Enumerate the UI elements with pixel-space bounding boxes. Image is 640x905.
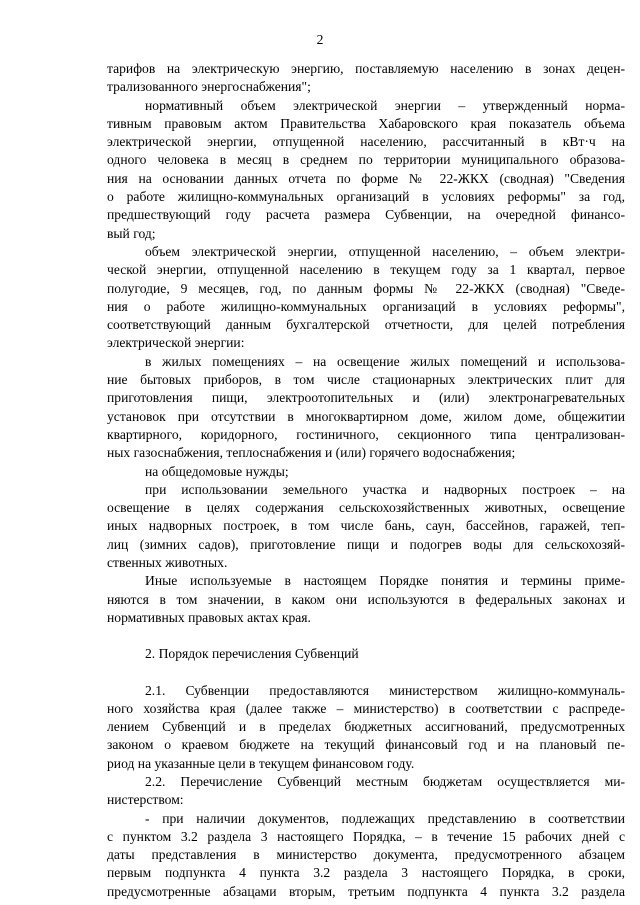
text-line: законом о краевом бюджете на текущий финансовый год и на плановый пе- — [107, 737, 625, 753]
text-line: нормативный объем электрической энергии – утвержденный норма- — [145, 97, 625, 113]
text-line: вый год; — [107, 225, 156, 241]
text-line: ние бытовых приборов, в том числе стационарных электрических плит для — [107, 372, 625, 388]
text-line: приготовления пищи, электроотопительных и (или) электронагревательных — [107, 390, 625, 406]
text-line: при использовании земельного участка и надворных построек – на — [145, 481, 625, 497]
text-line: нормативных правовых актах края. — [107, 609, 311, 625]
text-line: установок при отсутствии в многоквартирном доме, жилом доме, общежитии — [107, 408, 625, 424]
paragraph — [107, 481, 625, 572]
paragraph — [107, 572, 625, 627]
paragraph — [107, 810, 625, 901]
section-spacer — [107, 664, 625, 682]
text-line: ных газоснабжения, теплоснабжения и (или) горячего водоснабжения; — [107, 445, 516, 461]
paragraph — [107, 773, 625, 810]
text-line: объем электрической энергии, отпущенной населению, – объем электри- — [145, 243, 625, 259]
paragraph — [107, 243, 625, 353]
paragraph — [107, 353, 625, 463]
text-line: одного человека в месяц в среднем по территории муниципального образова- — [107, 152, 625, 168]
text-line: 2.2. Перечисление Субвенций местным бюджетам осуществляется ми- — [145, 773, 625, 789]
text-line: тарифов на электрическую энергию, поставляемую населению в зонах децен- — [107, 61, 625, 76]
text-line: иных надворных построек, в том числе бань, саун, бассейнов, гаражей, теп- — [107, 518, 625, 534]
paragraph — [107, 463, 625, 481]
text-line: лиц (зимних садов), приготовление пищи и подогрев воды для сельскохозяй- — [107, 536, 625, 552]
text-line: предшествующий году расчета размера Субвенции, на очередной финансо- — [107, 207, 625, 223]
text-line: первым подпункта 4 пункта 3.2 раздела 3 настоящего Порядка, в сроки, — [107, 865, 625, 881]
text-line: электрической энергии, отпущенной населению, рассчитанный в кВт·ч на — [107, 134, 625, 150]
paragraph — [107, 682, 625, 773]
text-line: Иные используемые в настоящем Порядке понятия и термины приме- — [145, 573, 625, 589]
text-line: ного хозяйства края (далее также – министерство) в соответствии с распреде- — [107, 700, 625, 716]
text-line: квартирного, коридорного, гостиничного, секционного типа централизован- — [107, 426, 625, 442]
text-line: ния о работе жилищно-коммунальных организаций в условиях реформы", — [107, 298, 625, 314]
text-line: 2.1. Субвенции предоставляются министерством жилищно-коммуналь- — [145, 682, 625, 698]
text-line: в жилых помещениях – на освещение жилых помещений и использова- — [145, 353, 625, 369]
page-number: 2 — [316, 32, 324, 47]
text-line: предусмотренные абзацами вторым, третьим подпункта 4 пункта 3.2 раздела — [107, 883, 625, 899]
text-line: ния на основании данных отчета по форме № 22-ЖКХ (сводная) "Сведения — [107, 170, 625, 186]
text-line: полугодие, 9 месяцев, год, по данным формы № 22-ЖКХ (сводная) "Сведе- — [107, 280, 625, 296]
text-line: трализованного энергоснабжения"; — [107, 79, 311, 95]
section-heading — [107, 645, 625, 663]
text-line: с пунктом 3.2 раздела 3 настоящего Порядка, – в течение 15 рабочих дней с — [107, 828, 625, 844]
text-line: ческой энергии, отпущенной населению в текущем году за 1 квартал, первое — [107, 262, 625, 278]
text-line: риод на указанные цели в текущем финансовом году. — [107, 755, 415, 771]
document-body — [107, 60, 625, 901]
text-line: освещение в целях содержания сельскохозяйственных животных, освещение — [107, 500, 625, 516]
text-line: - при наличии документов, подлежащих представлению в соответствии — [145, 810, 625, 826]
paragraph — [107, 60, 625, 97]
text-line: лением Субвенций и в пределах бюджетных ассигнований, предусмотренных — [107, 719, 625, 735]
section-spacer — [107, 627, 625, 645]
text-line: о работе жилищно-коммунальных организаций в условиях реформы" за год, — [107, 189, 625, 205]
text-line: нистерством: — [107, 792, 184, 808]
text-line: няются в том значении, в каком они используются в федеральных законах и — [107, 591, 625, 607]
text-line: ственных животных. — [107, 555, 228, 571]
text-line: на общедомовые нужды; — [145, 463, 289, 479]
text-line: 2. Порядок перечисления Субвенций — [145, 646, 359, 662]
paragraph — [107, 97, 625, 243]
text-line: электрической энергии: — [107, 335, 245, 351]
text-line: тивным правовым актом Правительства Хабаровского края показатель объема — [107, 115, 625, 131]
text-line: даты представления в министерство документа, предусмотренного абзацем — [107, 847, 625, 863]
text-line: соответствующий данным бухгалтерской отчетности, для целей потребления — [107, 317, 625, 333]
